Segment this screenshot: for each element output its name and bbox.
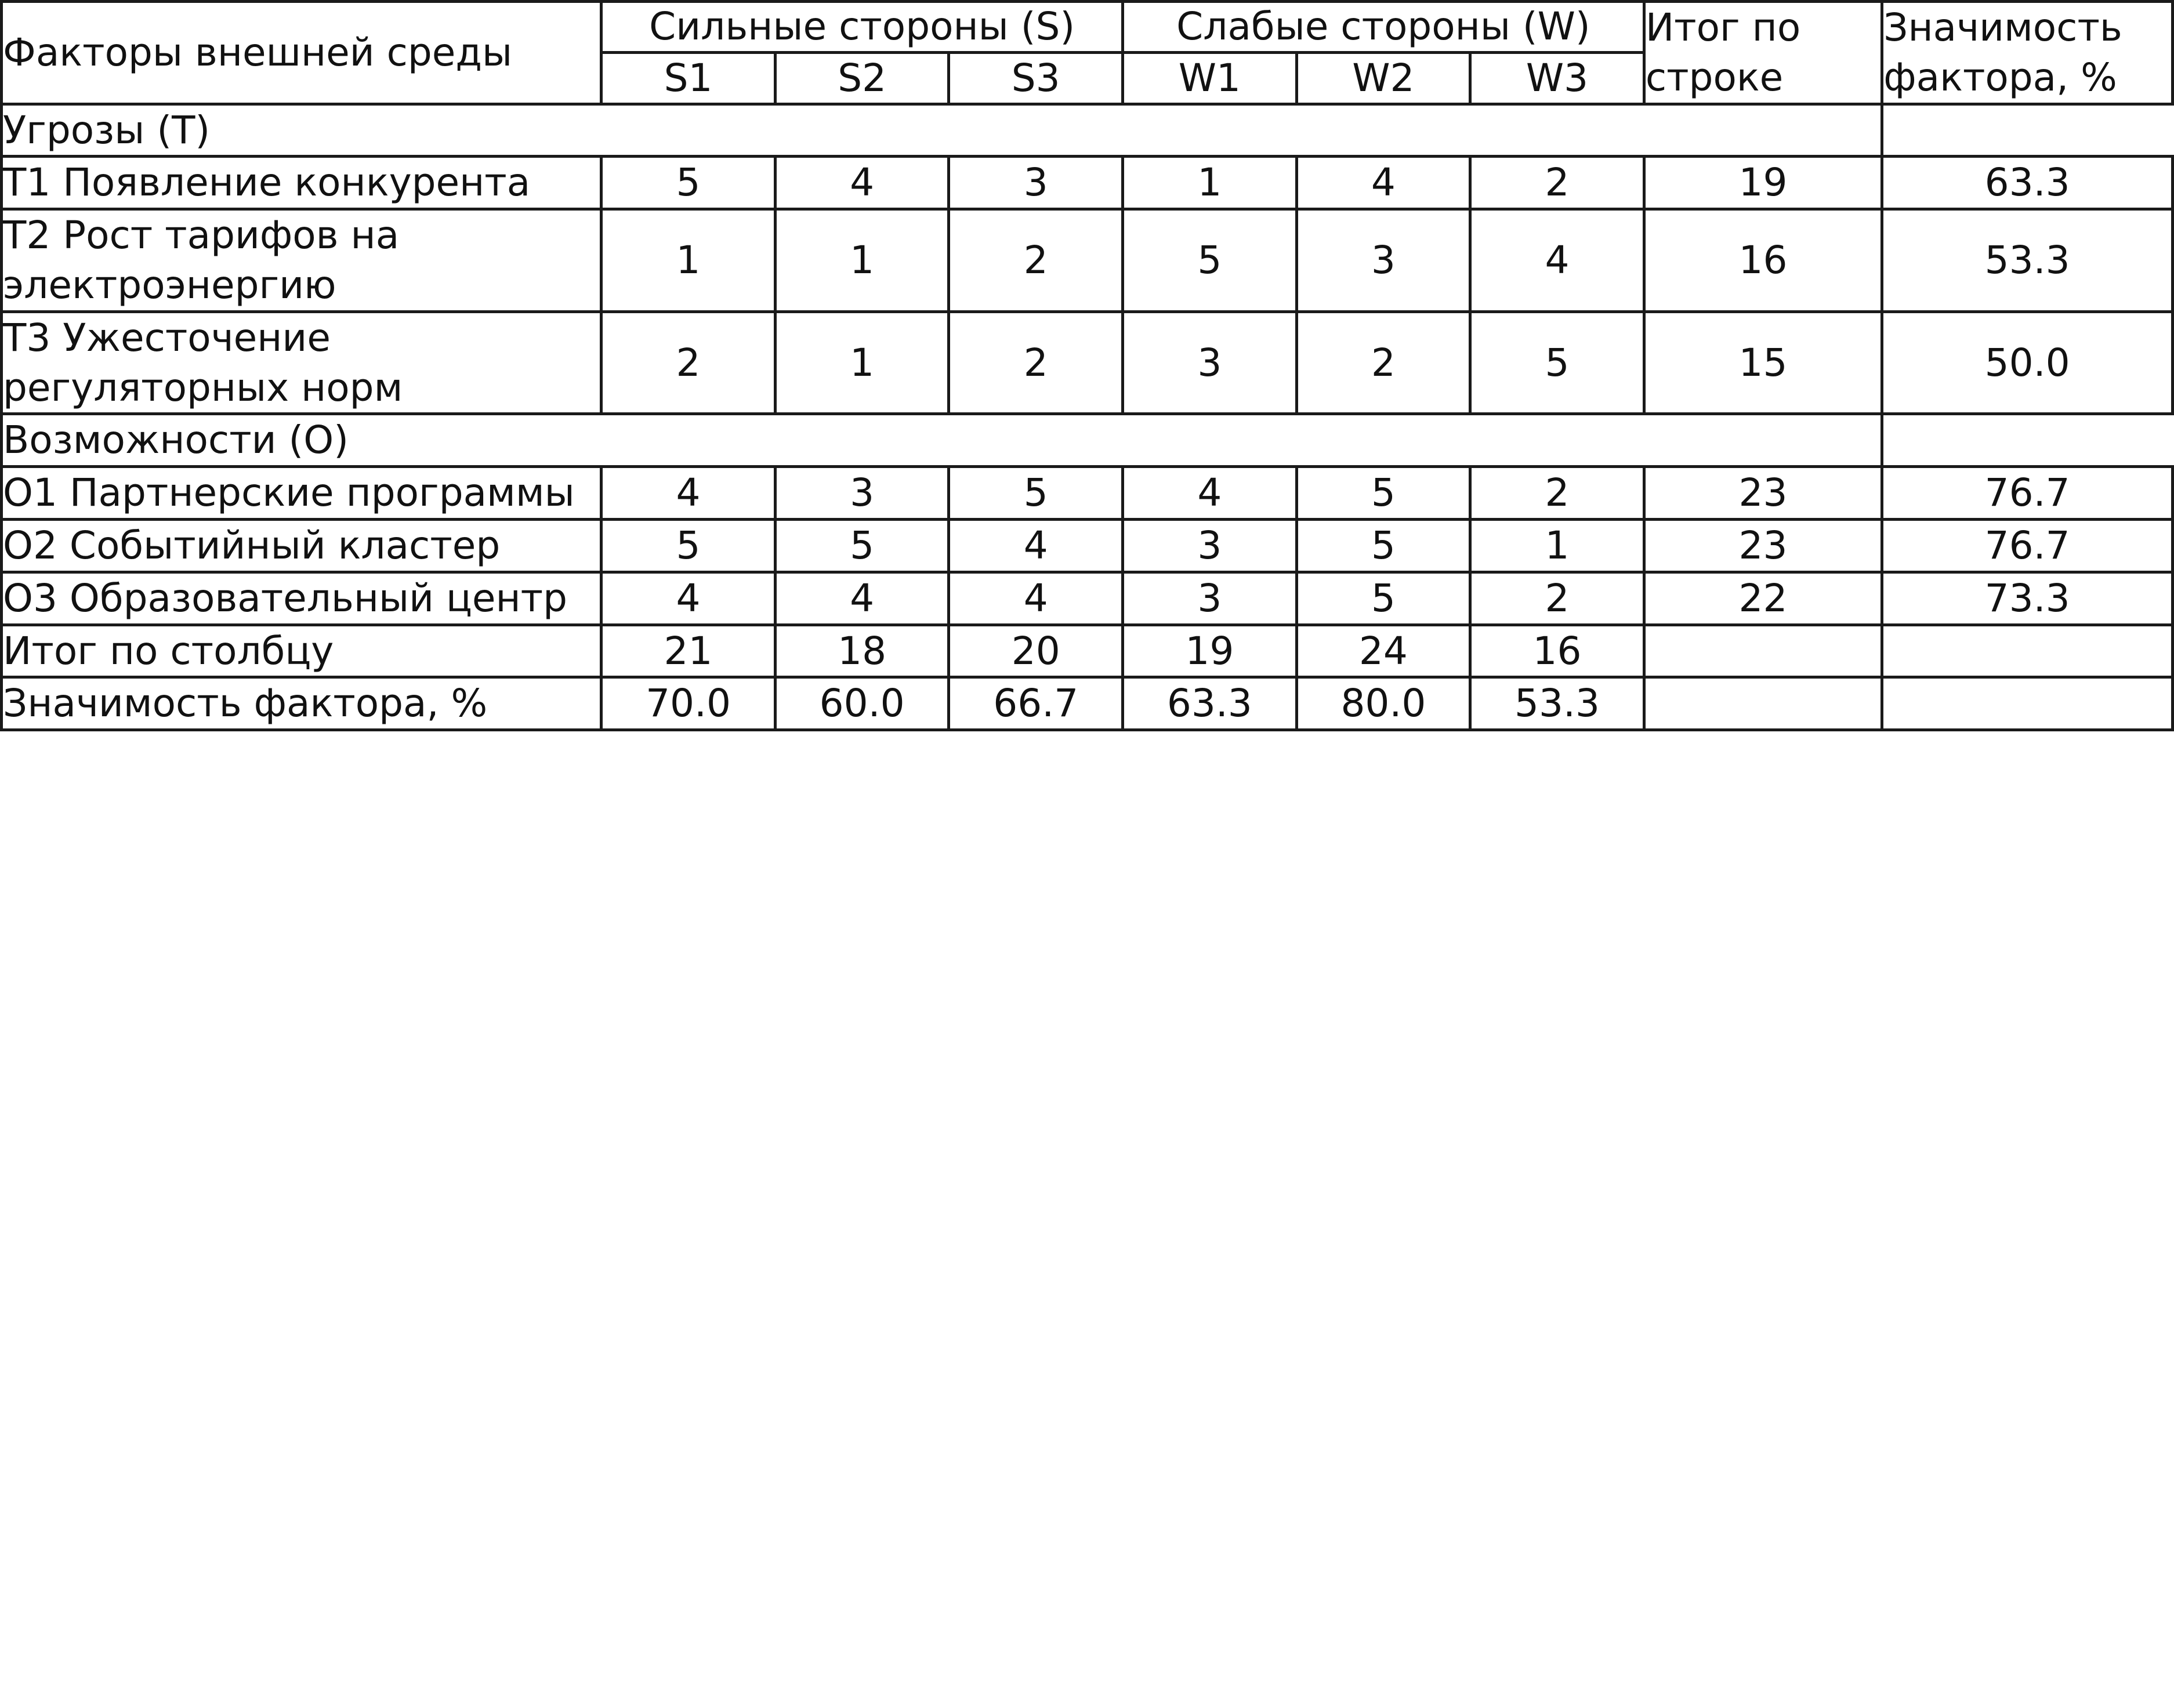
cell-t1-w2: 4 — [1296, 157, 1470, 209]
table-row — [2, 311, 2173, 414]
footer-row-weight — [2, 677, 2173, 730]
footer-column-total-rowtotal-empty — [1644, 625, 1882, 677]
cell-o1-s2: 3 — [775, 467, 949, 520]
footer-column-total-s1: 21 — [602, 625, 776, 677]
cell-o3-weight: 73.3 — [1882, 572, 2173, 625]
cell-o1-s3: 5 — [949, 467, 1123, 520]
cell-o2-w3: 1 — [1470, 519, 1644, 572]
footer-weight-weight-empty — [1882, 677, 2173, 730]
header-col-w2: W2 — [1296, 53, 1470, 104]
footer-weight-w1: 63.3 — [1123, 677, 1297, 730]
row-label-o2: O2 Событийный кластер — [2, 519, 602, 572]
cell-t1-total: 19 — [1644, 157, 1882, 209]
header-row-groups — [2, 2, 2173, 53]
cell-o2-total: 23 — [1644, 519, 1882, 572]
footer-column-total-w3: 16 — [1470, 625, 1644, 677]
header-row-total: Итог по строке — [1644, 2, 1882, 104]
footer-column-total-w1: 19 — [1123, 625, 1297, 677]
row-label-t3: T3 Ужесточение регуляторных норм — [2, 311, 602, 414]
footer-weight-w3: 53.3 — [1470, 677, 1644, 730]
cell-o2-s3: 4 — [949, 519, 1123, 572]
section-title-threats: Угрозы (T) — [2, 104, 1882, 157]
table-header — [2, 2, 2173, 104]
cell-o3-s3: 4 — [949, 572, 1123, 625]
footer-column-total-s2: 18 — [775, 625, 949, 677]
footer-column-total-weight-empty — [1882, 625, 2173, 677]
cell-t1-s1: 5 — [602, 157, 776, 209]
header-col-s2: S2 — [775, 53, 949, 104]
cell-t3-w2: 2 — [1296, 311, 1470, 414]
cell-t2-s3: 2 — [949, 209, 1123, 312]
table-row — [2, 157, 2173, 209]
cell-o1-w3: 2 — [1470, 467, 1644, 520]
cell-t2-weight: 53.3 — [1882, 209, 2173, 312]
cell-o1-w1: 4 — [1123, 467, 1297, 520]
footer-weight-s2: 60.0 — [775, 677, 949, 730]
table-row — [2, 519, 2173, 572]
cell-o3-w3: 2 — [1470, 572, 1644, 625]
cell-o1-s1: 4 — [602, 467, 776, 520]
cell-t3-w1: 3 — [1123, 311, 1297, 414]
cell-o2-s1: 5 — [602, 519, 776, 572]
cell-o3-s1: 4 — [602, 572, 776, 625]
footer-label-column-total: Итог по столбцу — [2, 625, 602, 677]
cell-o3-total: 22 — [1644, 572, 1882, 625]
header-factor-column: Факторы внешней среды — [2, 2, 602, 104]
footer-label-weight: Значимость фактора, % — [2, 677, 602, 730]
row-label-o1: O1 Партнерские программы — [2, 467, 602, 520]
cell-o1-total: 23 — [1644, 467, 1882, 520]
header-col-s1: S1 — [602, 53, 776, 104]
header-col-w3: W3 — [1470, 53, 1644, 104]
cell-t2-w1: 5 — [1123, 209, 1297, 312]
header-group-weaknesses-label: Слабые стороны (W) — [1176, 4, 1590, 49]
table-row — [2, 209, 2173, 312]
cell-o2-s2: 5 — [775, 519, 949, 572]
cell-t1-s2: 4 — [775, 157, 949, 209]
cell-t3-s2: 1 — [775, 311, 949, 414]
cell-t3-total: 15 — [1644, 311, 1882, 414]
table-row — [2, 467, 2173, 520]
header-group-weaknesses — [1123, 2, 1644, 53]
header-col-s3: S3 — [949, 53, 1123, 104]
header-col-w1: W1 — [1123, 53, 1297, 104]
cell-t2-w2: 3 — [1296, 209, 1470, 312]
cell-t1-w3: 2 — [1470, 157, 1644, 209]
row-label-t2: T2 Рост тарифов на электроэнергию — [2, 209, 602, 312]
header-weight: Значимость фактора, % — [1882, 2, 2173, 104]
cell-t1-w1: 1 — [1123, 157, 1297, 209]
swot-cross-matrix-table — [0, 0, 2174, 731]
table-body — [2, 104, 2173, 730]
section-header-threats — [2, 104, 2173, 157]
cell-t2-s2: 1 — [775, 209, 949, 312]
cell-t3-s1: 2 — [602, 311, 776, 414]
section-header-opportunities — [2, 414, 2173, 467]
cell-t3-weight: 50.0 — [1882, 311, 2173, 414]
footer-weight-w2: 80.0 — [1296, 677, 1470, 730]
footer-row-column-total — [2, 625, 2173, 677]
cell-t2-w3: 4 — [1470, 209, 1644, 312]
footer-column-total-s3: 20 — [949, 625, 1123, 677]
footer-weight-rowtotal-empty — [1644, 677, 1882, 730]
header-group-strengths — [602, 2, 1123, 53]
cell-o1-weight: 76.7 — [1882, 467, 2173, 520]
cell-o3-s2: 4 — [775, 572, 949, 625]
cell-o2-w2: 5 — [1296, 519, 1470, 572]
row-label-o3: O3 Образовательный центр — [2, 572, 602, 625]
cell-t3-s3: 2 — [949, 311, 1123, 414]
cell-t1-weight: 63.3 — [1882, 157, 2173, 209]
header-group-strengths-label: Сильные стороны (S) — [649, 4, 1075, 49]
cell-o3-w2: 5 — [1296, 572, 1470, 625]
footer-weight-s1: 70.0 — [602, 677, 776, 730]
cell-o1-w2: 5 — [1296, 467, 1470, 520]
cell-t3-w3: 5 — [1470, 311, 1644, 414]
row-label-t1: T1 Появление конкурента — [2, 157, 602, 209]
table-row — [2, 572, 2173, 625]
cell-t1-s3: 3 — [949, 157, 1123, 209]
section-title-opportunities: Возможности (O) — [2, 414, 1882, 467]
cell-o3-w1: 3 — [1123, 572, 1297, 625]
footer-column-total-w2: 24 — [1296, 625, 1470, 677]
cell-t2-total: 16 — [1644, 209, 1882, 312]
cell-o2-weight: 76.7 — [1882, 519, 2173, 572]
cell-o2-w1: 3 — [1123, 519, 1297, 572]
footer-weight-s3: 66.7 — [949, 677, 1123, 730]
cell-t2-s1: 1 — [602, 209, 776, 312]
